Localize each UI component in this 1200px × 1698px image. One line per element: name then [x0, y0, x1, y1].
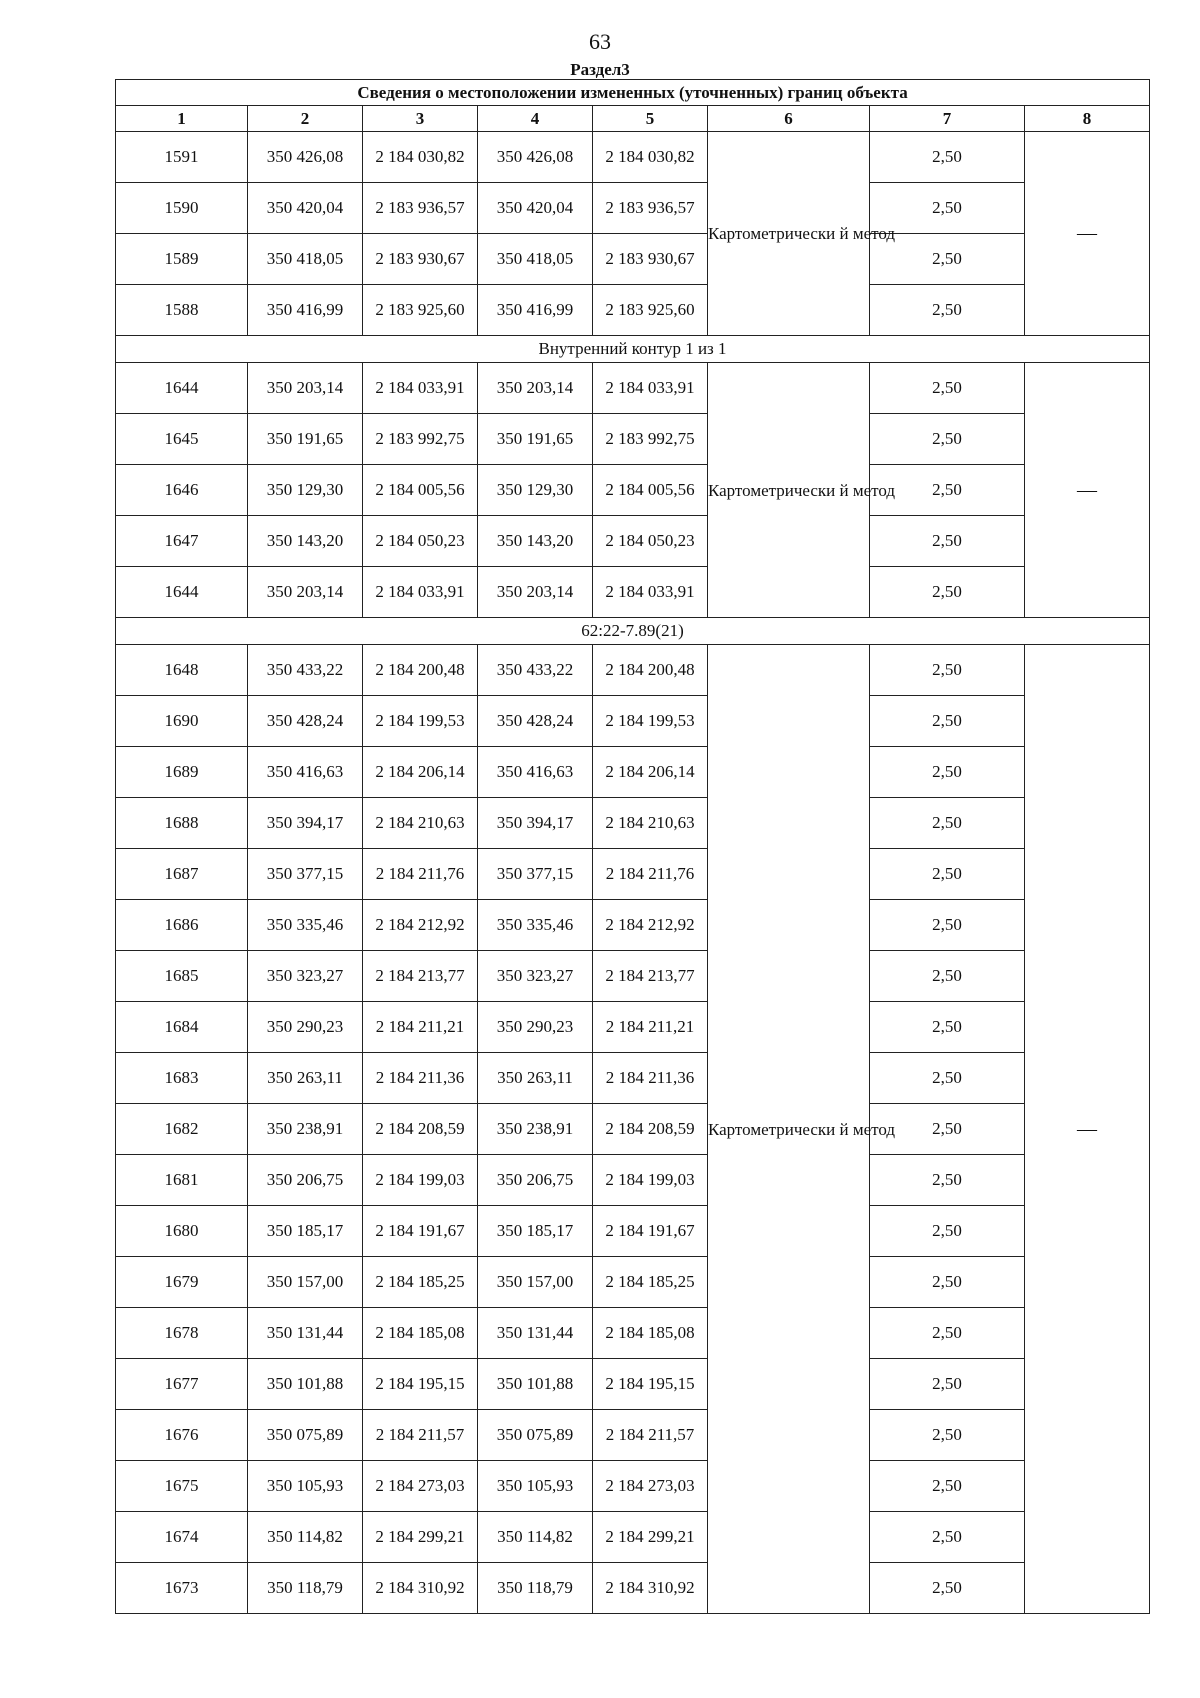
accuracy-cell: 2,50 [870, 951, 1025, 1002]
point-number-cell: 1644 [116, 567, 248, 618]
new-y-cell: 2 184 211,21 [593, 1002, 708, 1053]
point-number-cell: 1589 [116, 234, 248, 285]
accuracy-cell: 2,50 [870, 1308, 1025, 1359]
point-number-cell: 1648 [116, 645, 248, 696]
new-x-cell: 350 420,04 [478, 183, 593, 234]
existing-x-cell: 350 206,75 [248, 1155, 363, 1206]
new-x-cell: 350 203,14 [478, 567, 593, 618]
coordinates-table [115, 79, 1150, 1614]
new-x-cell: 350 105,93 [478, 1461, 593, 1512]
existing-y-cell: 2 184 211,21 [363, 1002, 478, 1053]
column-number-3: 3 [363, 106, 478, 132]
existing-x-cell: 350 323,27 [248, 951, 363, 1002]
new-x-cell: 350 143,20 [478, 516, 593, 567]
point-number-cell: 1588 [116, 285, 248, 336]
column-number-1: 1 [116, 106, 248, 132]
existing-y-cell: 2 184 033,91 [363, 363, 478, 414]
existing-x-cell: 350 143,20 [248, 516, 363, 567]
point-number-cell: 1673 [116, 1563, 248, 1614]
table-title-row [116, 80, 1150, 106]
column-number-8: 8 [1025, 106, 1150, 132]
new-y-cell: 2 184 211,57 [593, 1410, 708, 1461]
point-number-cell: 1646 [116, 465, 248, 516]
accuracy-cell: 2,50 [870, 1461, 1025, 1512]
table-row [116, 516, 1150, 567]
column-number-4: 4 [478, 106, 593, 132]
table-row [116, 1155, 1150, 1206]
existing-y-cell: 2 184 199,03 [363, 1155, 478, 1206]
new-y-cell: 2 184 030,82 [593, 132, 708, 183]
existing-x-cell: 350 203,14 [248, 363, 363, 414]
point-number-cell: 1684 [116, 1002, 248, 1053]
existing-y-cell: 2 184 211,76 [363, 849, 478, 900]
existing-x-cell: 350 428,24 [248, 696, 363, 747]
existing-x-cell: 350 118,79 [248, 1563, 363, 1614]
new-x-cell: 350 185,17 [478, 1206, 593, 1257]
existing-y-cell: 2 184 273,03 [363, 1461, 478, 1512]
existing-x-cell: 350 075,89 [248, 1410, 363, 1461]
new-y-cell: 2 184 005,56 [593, 465, 708, 516]
point-number-cell: 1645 [116, 414, 248, 465]
accuracy-cell: 2,50 [870, 645, 1025, 696]
accuracy-cell: 2,50 [870, 1104, 1025, 1155]
new-y-cell: 2 184 299,21 [593, 1512, 708, 1563]
point-number-cell: 1647 [116, 516, 248, 567]
new-y-cell: 2 184 185,25 [593, 1257, 708, 1308]
contour-label-row [116, 618, 1150, 645]
new-x-cell: 350 191,65 [478, 414, 593, 465]
description-cell: — [1025, 363, 1150, 618]
point-number-cell: 1689 [116, 747, 248, 798]
new-x-cell: 350 323,27 [478, 951, 593, 1002]
new-y-cell: 2 183 925,60 [593, 285, 708, 336]
page-number: 63 [589, 29, 611, 54]
point-number-cell: 1683 [116, 1053, 248, 1104]
accuracy-cell: 2,50 [870, 747, 1025, 798]
existing-y-cell: 2 184 199,53 [363, 696, 478, 747]
new-y-cell: 2 184 212,92 [593, 900, 708, 951]
table-row [116, 234, 1150, 285]
new-x-cell: 350 335,46 [478, 900, 593, 951]
existing-y-cell: 2 183 925,60 [363, 285, 478, 336]
new-y-cell: 2 184 199,53 [593, 696, 708, 747]
accuracy-cell: 2,50 [870, 1563, 1025, 1614]
existing-y-cell: 2 183 930,67 [363, 234, 478, 285]
existing-y-cell: 2 184 310,92 [363, 1563, 478, 1614]
new-y-cell: 2 184 208,59 [593, 1104, 708, 1155]
accuracy-cell: 2,50 [870, 183, 1025, 234]
point-number-cell: 1674 [116, 1512, 248, 1563]
table-row [116, 747, 1150, 798]
table-row [116, 1461, 1150, 1512]
new-x-cell: 350 377,15 [478, 849, 593, 900]
table-row [116, 1308, 1150, 1359]
point-number-cell: 1590 [116, 183, 248, 234]
method-cell: Картометрически й метод [708, 645, 870, 1614]
accuracy-cell: 2,50 [870, 1053, 1025, 1104]
existing-y-cell: 2 183 992,75 [363, 414, 478, 465]
new-y-cell: 2 184 033,91 [593, 363, 708, 414]
new-x-cell: 350 118,79 [478, 1563, 593, 1614]
existing-x-cell: 350 185,17 [248, 1206, 363, 1257]
table-row [116, 567, 1150, 618]
accuracy-cell: 2,50 [870, 285, 1025, 336]
new-y-cell: 2 184 185,08 [593, 1308, 708, 1359]
accuracy-cell: 2,50 [870, 1410, 1025, 1461]
existing-x-cell: 350 335,46 [248, 900, 363, 951]
new-x-cell: 350 075,89 [478, 1410, 593, 1461]
accuracy-cell: 2,50 [870, 1257, 1025, 1308]
contour-label-row [116, 336, 1150, 363]
new-y-cell: 2 183 936,57 [593, 183, 708, 234]
point-number-cell: 1644 [116, 363, 248, 414]
new-y-cell: 2 184 050,23 [593, 516, 708, 567]
point-number-cell: 1682 [116, 1104, 248, 1155]
existing-x-cell: 350 416,63 [248, 747, 363, 798]
table-row [116, 465, 1150, 516]
existing-y-cell: 2 184 208,59 [363, 1104, 478, 1155]
new-y-cell: 2 183 930,67 [593, 234, 708, 285]
contour-label: 62:22-7.89(21) [116, 618, 1150, 645]
existing-y-cell: 2 184 185,25 [363, 1257, 478, 1308]
new-x-cell: 350 114,82 [478, 1512, 593, 1563]
point-number-cell: 1677 [116, 1359, 248, 1410]
new-x-cell: 350 129,30 [478, 465, 593, 516]
table-row [116, 132, 1150, 183]
table-row [116, 1104, 1150, 1155]
new-x-cell: 350 206,75 [478, 1155, 593, 1206]
description-cell: — [1025, 132, 1150, 336]
table-row [116, 1002, 1150, 1053]
existing-x-cell: 350 129,30 [248, 465, 363, 516]
new-x-cell: 350 101,88 [478, 1359, 593, 1410]
column-number-5: 5 [593, 106, 708, 132]
column-number-row [116, 106, 1150, 132]
table-row [116, 183, 1150, 234]
existing-x-cell: 350 433,22 [248, 645, 363, 696]
column-number-6: 6 [708, 106, 870, 132]
method-cell: Картометрически й метод [708, 363, 870, 618]
new-x-cell: 350 238,91 [478, 1104, 593, 1155]
existing-x-cell: 350 418,05 [248, 234, 363, 285]
accuracy-cell: 2,50 [870, 234, 1025, 285]
existing-y-cell: 2 184 191,67 [363, 1206, 478, 1257]
existing-y-cell: 2 184 185,08 [363, 1308, 478, 1359]
table-row [116, 696, 1150, 747]
existing-x-cell: 350 203,14 [248, 567, 363, 618]
point-number-cell: 1685 [116, 951, 248, 1002]
new-x-cell: 350 416,99 [478, 285, 593, 336]
existing-y-cell: 2 184 213,77 [363, 951, 478, 1002]
accuracy-cell: 2,50 [870, 567, 1025, 618]
table-row [116, 1206, 1150, 1257]
new-x-cell: 350 203,14 [478, 363, 593, 414]
new-x-cell: 350 416,63 [478, 747, 593, 798]
new-y-cell: 2 184 191,67 [593, 1206, 708, 1257]
existing-x-cell: 350 290,23 [248, 1002, 363, 1053]
existing-y-cell: 2 184 030,82 [363, 132, 478, 183]
existing-y-cell: 2 184 033,91 [363, 567, 478, 618]
point-number-cell: 1688 [116, 798, 248, 849]
accuracy-cell: 2,50 [870, 1359, 1025, 1410]
point-number-cell: 1679 [116, 1257, 248, 1308]
accuracy-cell: 2,50 [870, 1155, 1025, 1206]
contour-label: Внутренний контур 1 из 1 [116, 336, 1150, 363]
table-row [116, 951, 1150, 1002]
accuracy-cell: 2,50 [870, 465, 1025, 516]
existing-x-cell: 350 157,00 [248, 1257, 363, 1308]
new-y-cell: 2 183 992,75 [593, 414, 708, 465]
accuracy-cell: 2,50 [870, 1512, 1025, 1563]
new-x-cell: 350 157,00 [478, 1257, 593, 1308]
existing-y-cell: 2 183 936,57 [363, 183, 478, 234]
accuracy-cell: 2,50 [870, 516, 1025, 567]
existing-y-cell: 2 184 005,56 [363, 465, 478, 516]
column-number-7: 7 [870, 106, 1025, 132]
existing-x-cell: 350 263,11 [248, 1053, 363, 1104]
existing-x-cell: 350 105,93 [248, 1461, 363, 1512]
table-row [116, 1053, 1150, 1104]
accuracy-cell: 2,50 [870, 849, 1025, 900]
existing-y-cell: 2 184 211,57 [363, 1410, 478, 1461]
new-x-cell: 350 263,11 [478, 1053, 593, 1104]
existing-y-cell: 2 184 210,63 [363, 798, 478, 849]
new-x-cell: 350 418,05 [478, 234, 593, 285]
table-row [116, 1563, 1150, 1614]
table-title: Сведения о местоположении измененных (уточненных) границ объекта [116, 80, 1150, 106]
accuracy-cell: 2,50 [870, 363, 1025, 414]
accuracy-cell: 2,50 [870, 1206, 1025, 1257]
existing-y-cell: 2 184 212,92 [363, 900, 478, 951]
point-number-cell: 1676 [116, 1410, 248, 1461]
new-y-cell: 2 184 033,91 [593, 567, 708, 618]
accuracy-cell: 2,50 [870, 798, 1025, 849]
existing-x-cell: 350 114,82 [248, 1512, 363, 1563]
column-number-2: 2 [248, 106, 363, 132]
accuracy-cell: 2,50 [870, 696, 1025, 747]
new-y-cell: 2 184 195,15 [593, 1359, 708, 1410]
new-x-cell: 350 290,23 [478, 1002, 593, 1053]
accuracy-cell: 2,50 [870, 1002, 1025, 1053]
existing-y-cell: 2 184 195,15 [363, 1359, 478, 1410]
table-row [116, 798, 1150, 849]
point-number-cell: 1680 [116, 1206, 248, 1257]
point-number-cell: 1686 [116, 900, 248, 951]
table-row [116, 285, 1150, 336]
point-number-cell: 1678 [116, 1308, 248, 1359]
table-row [116, 363, 1150, 414]
existing-x-cell: 350 420,04 [248, 183, 363, 234]
new-y-cell: 2 184 200,48 [593, 645, 708, 696]
table-row [116, 1359, 1150, 1410]
existing-y-cell: 2 184 200,48 [363, 645, 478, 696]
table-row [116, 849, 1150, 900]
description-cell: — [1025, 645, 1150, 1614]
point-number-cell: 1690 [116, 696, 248, 747]
existing-x-cell: 350 238,91 [248, 1104, 363, 1155]
existing-x-cell: 350 426,08 [248, 132, 363, 183]
existing-x-cell: 350 416,99 [248, 285, 363, 336]
new-y-cell: 2 184 199,03 [593, 1155, 708, 1206]
point-number-cell: 1687 [116, 849, 248, 900]
new-x-cell: 350 428,24 [478, 696, 593, 747]
section-title: Раздел3 [570, 60, 630, 79]
point-number-cell: 1591 [116, 132, 248, 183]
existing-x-cell: 350 131,44 [248, 1308, 363, 1359]
new-y-cell: 2 184 211,36 [593, 1053, 708, 1104]
method-cell: Картометрически й метод [708, 132, 870, 336]
point-number-cell: 1681 [116, 1155, 248, 1206]
existing-x-cell: 350 101,88 [248, 1359, 363, 1410]
table-row [116, 645, 1150, 696]
existing-y-cell: 2 184 050,23 [363, 516, 478, 567]
existing-x-cell: 350 191,65 [248, 414, 363, 465]
existing-y-cell: 2 184 206,14 [363, 747, 478, 798]
table-row [116, 900, 1150, 951]
point-number-cell: 1675 [116, 1461, 248, 1512]
accuracy-cell: 2,50 [870, 132, 1025, 183]
new-x-cell: 350 131,44 [478, 1308, 593, 1359]
new-y-cell: 2 184 273,03 [593, 1461, 708, 1512]
accuracy-cell: 2,50 [870, 900, 1025, 951]
new-x-cell: 350 394,17 [478, 798, 593, 849]
existing-x-cell: 350 377,15 [248, 849, 363, 900]
table-row [116, 1512, 1150, 1563]
table-row [116, 414, 1150, 465]
new-y-cell: 2 184 206,14 [593, 747, 708, 798]
existing-y-cell: 2 184 211,36 [363, 1053, 478, 1104]
new-x-cell: 350 433,22 [478, 645, 593, 696]
existing-y-cell: 2 184 299,21 [363, 1512, 478, 1563]
new-x-cell: 350 426,08 [478, 132, 593, 183]
existing-x-cell: 350 394,17 [248, 798, 363, 849]
new-y-cell: 2 184 211,76 [593, 849, 708, 900]
accuracy-cell: 2,50 [870, 414, 1025, 465]
new-y-cell: 2 184 310,92 [593, 1563, 708, 1614]
table-body [116, 80, 1150, 1614]
new-y-cell: 2 184 210,63 [593, 798, 708, 849]
table-row [116, 1410, 1150, 1461]
new-y-cell: 2 184 213,77 [593, 951, 708, 1002]
table-row [116, 1257, 1150, 1308]
